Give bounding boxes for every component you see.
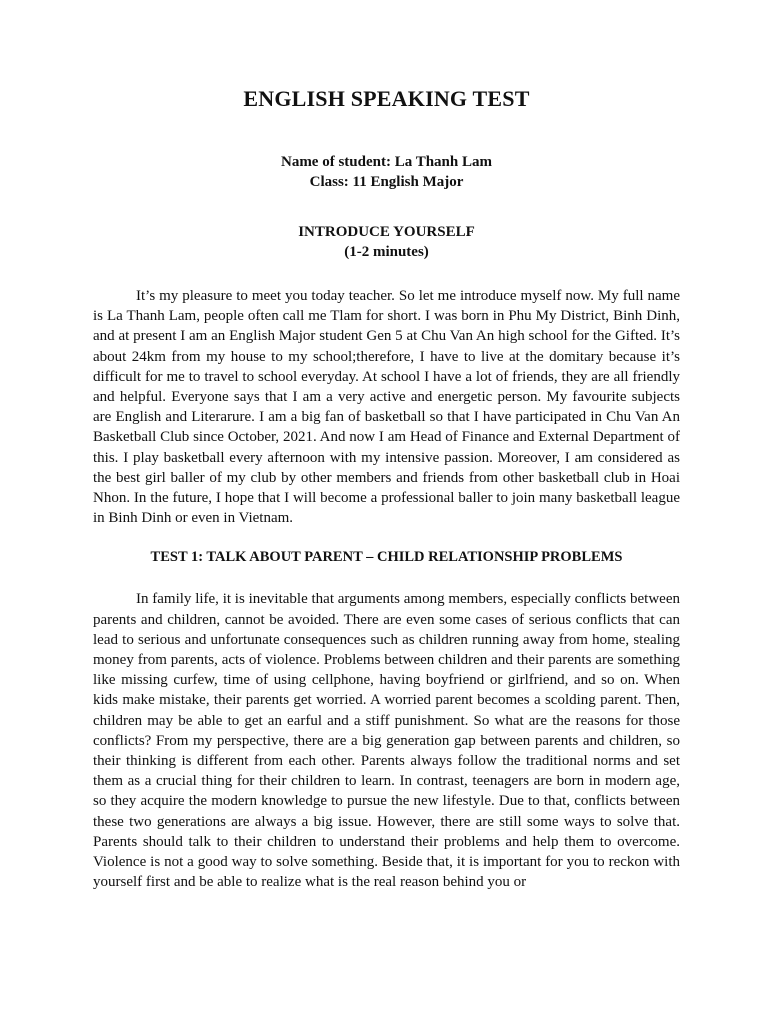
test1-heading: TEST 1: TALK ABOUT PARENT – CHILD RELATIONSHIP PROBLEMS bbox=[150, 549, 623, 566]
student-class: Class: 11 English Major bbox=[309, 174, 464, 190]
document-title: ENGLISH SPEAKING TEST bbox=[243, 86, 530, 111]
intro-paragraph: It’s my pleasure to meet you today teacher. So let me introduce myself now. My full name is La Thanh Lam, people often call me Tlam for short. I was born in Phu My District, Binh Dinh, and at present I am an English Major student Gen 5 at Chu Van An high school for the Gifted. It’s about 24km from my house to my school;therefore, I have to live at the domitary because it’s difficult for me to travel to school everyday. At school I have a lot of friends, they are all friendly and helpful. Everyone says that I am a very active and energetic person. My favourite subjects are English and Literarure. I am a big fan of basketball so that I have participated in Chu Van An Basketball Club since October, 2021. And now I am Head of Finance and External Department of this. I play basketball every afternoon with my intensive passion. Moreover, I am considered as the best girl baller of my club by other members and friends from other basketball club in Hoai Nhon. In the future, I hope that I will become a professional baller to join many basketball league in Binh Dinh or even in Vietnam. bbox=[93, 288, 680, 527]
intro-heading-block bbox=[93, 222, 680, 262]
intro-duration: (1-2 minutes) bbox=[344, 244, 429, 260]
student-info bbox=[93, 152, 680, 192]
student-name: Name of student: La Thanh Lam bbox=[280, 154, 492, 170]
intro-heading: INTRODUCE YOURSELF bbox=[298, 224, 475, 240]
test1-paragraph: In family life, it is inevitable that arguments among members, especially conflicts between parents and children, cannot be avoided. There are even some cases of serious conflicts that can lead to serious and unfortunate consequences such as children running away from home, stealing money from parents, acts of violence. Problems between children and their parents are something like missing curfew, time of using cellphone, having boyfriend or girlfriend, and so on. When kids make mistake, their parents get worried. A worried parent becomes a scolding parent. Then, children may be able to get an earful and a stiff punishment. So what are the reasons for those conflicts? From my perspective, there are a big generation gap between parents and children, so their thinking is different from each other. Parents always follow the traditional norms and set them as a crucial thing for their children to learn. In contrast, teenagers are born in modern age, so they acquire the modern knowledge to pursue the new lifestyle. Due to that, conflicts between these two generations are always a big issue. However, there are still some ways to solve that. Parents should talk to their children to understand their problems and help them to overcome. Violence is not a good way to solve something. Beside that, it is important for you to reckon with yourself first and be able to realize what is the real reason behind you or bbox=[93, 591, 680, 891]
